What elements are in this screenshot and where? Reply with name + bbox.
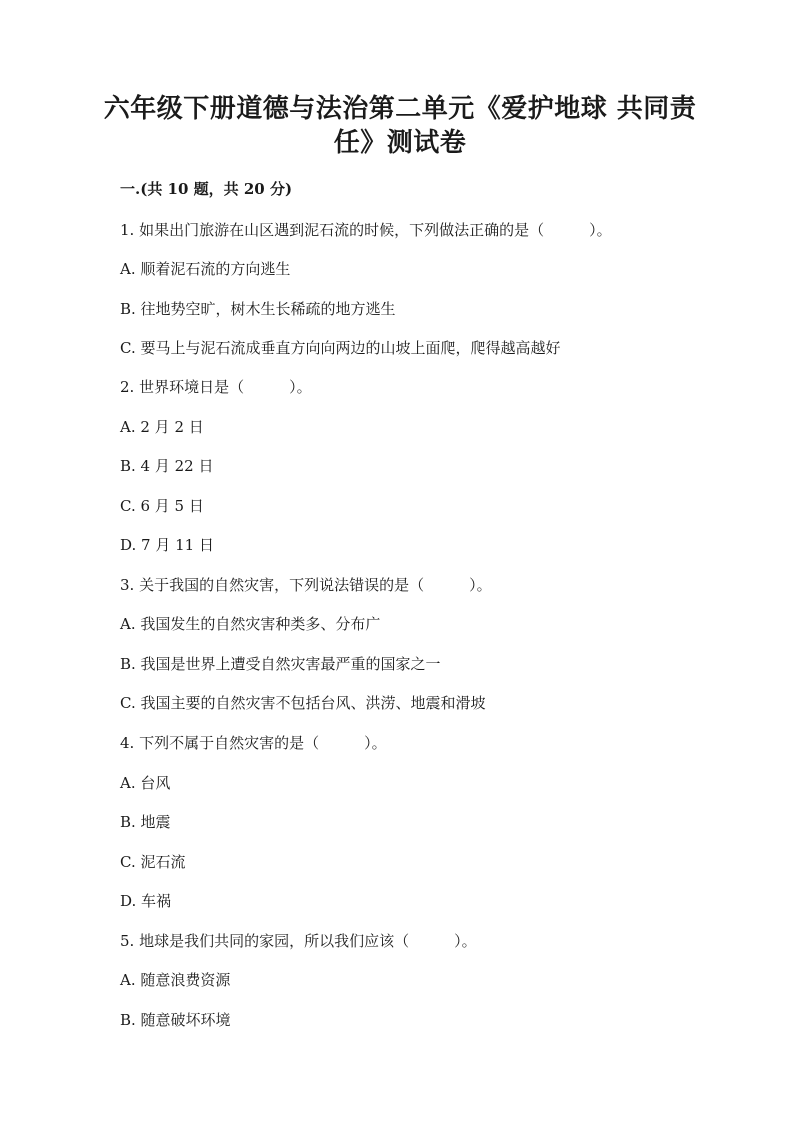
question-5-option-b: B. 随意破坏环境 xyxy=(120,1011,231,1029)
question-5-stem: 5. 地球是我们共同的家园，所以我们应该（ ）。 xyxy=(120,932,477,950)
question-4-stem: 4. 下列不属于自然灾害的是（ ）。 xyxy=(120,734,387,752)
question-3-option-b: B. 我国是世界上遭受自然灾害最严重的国家之一 xyxy=(120,655,441,673)
section-header: 一.(共 10 题，共 20 分) xyxy=(120,180,293,198)
question-4-option-b: B. 地震 xyxy=(120,813,171,831)
question-4-option-a: A. 台风 xyxy=(120,774,171,792)
question-3-stem: 3. 关于我国的自然灾害，下列说法错误的是（ ）。 xyxy=(120,576,492,594)
question-1-option-a: A. 顺着泥石流的方向逃生 xyxy=(120,260,291,278)
page-title xyxy=(80,92,720,160)
question-1-option-b: B. 往地势空旷，树木生长稀疏的地方逃生 xyxy=(120,300,396,318)
question-4-option-c: C. 泥石流 xyxy=(120,853,186,871)
question-2-stem: 2. 世界环境日是（ ）。 xyxy=(120,378,312,396)
question-1-option-c: C. 要马上与泥石流成垂直方向向两边的山坡上面爬，爬得越高越好 xyxy=(120,339,561,357)
question-1-stem: 1. 如果出门旅游在山区遇到泥石流的时候，下列做法正确的是（ ）。 xyxy=(120,221,612,239)
title-line-2: 任》测试卷 xyxy=(333,128,467,158)
title-line-1: 六年级下册道德与法治第二单元《爱护地球 共同责 xyxy=(103,94,697,124)
question-2-option-d: D. 7 月 11 日 xyxy=(120,536,214,554)
question-5-option-a: A. 随意浪费资源 xyxy=(120,971,231,989)
question-2-option-b: B. 4 月 22 日 xyxy=(120,457,214,475)
question-4-option-d: D. 车祸 xyxy=(120,892,172,910)
question-3-option-a: A. 我国发生的自然灾害种类多、分布广 xyxy=(120,615,381,633)
question-3-option-c: C. 我国主要的自然灾害不包括台风、洪涝、地震和滑坡 xyxy=(120,694,486,712)
question-2-option-c: C. 6 月 5 日 xyxy=(120,497,204,515)
question-2-option-a: A. 2 月 2 日 xyxy=(120,418,204,436)
